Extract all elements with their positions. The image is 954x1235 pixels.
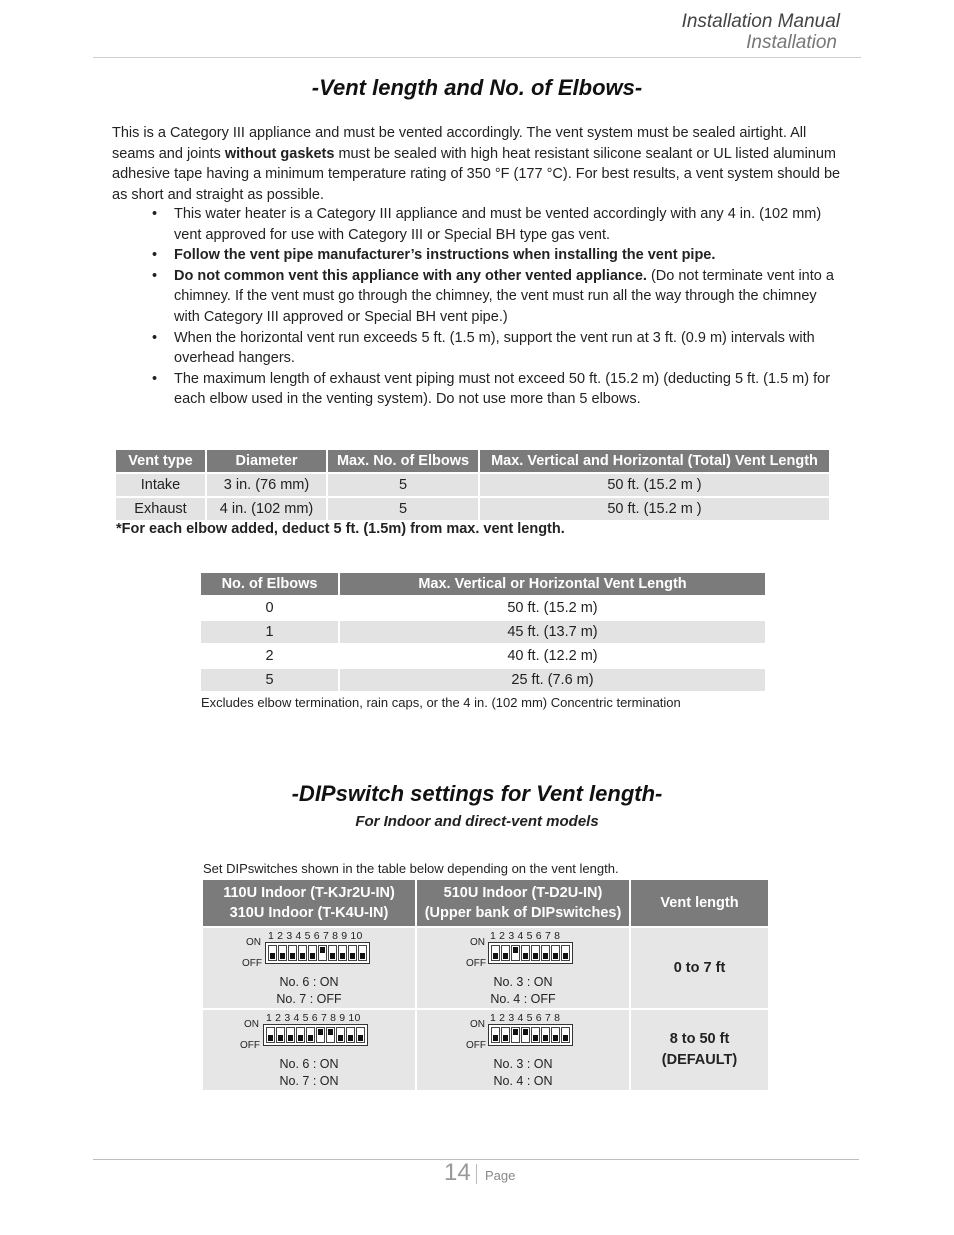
header-line: 110U Indoor (T-KJr2U-IN) xyxy=(223,885,395,901)
table-cell xyxy=(203,928,415,1008)
dipswitch-diagram-10 xyxy=(214,928,404,1008)
vent-length-value: 0 to 7 ft xyxy=(673,959,726,976)
dipswitch-bank xyxy=(488,1024,573,1046)
table-header-row xyxy=(201,573,765,595)
table-cell: 3 in. (76 mm) xyxy=(207,474,326,496)
switch-settings xyxy=(214,1056,404,1090)
dipswitch-3 xyxy=(511,945,520,961)
switch-setting: No. 4 : OFF xyxy=(490,992,556,1006)
dipswitch-8 xyxy=(338,945,347,961)
off-label: OFF xyxy=(240,1040,260,1051)
dipswitch-10 xyxy=(358,945,367,961)
dipswitch-5 xyxy=(531,945,540,961)
table-cell: 2 xyxy=(201,645,338,667)
dipswitch-diagram-8 xyxy=(428,928,618,1008)
table-row xyxy=(201,645,765,667)
switch-settings xyxy=(428,974,618,1008)
dipswitch-6 xyxy=(541,945,550,961)
vent-length-value: 8 to 50 ft xyxy=(669,1031,730,1047)
dipswitch-8 xyxy=(561,1027,570,1043)
table-header-row xyxy=(203,880,768,926)
col-header: No. of Elbows xyxy=(201,573,338,595)
header-divider xyxy=(93,57,861,58)
switch-numbers: 1 2 3 4 5 6 7 8 9 10 xyxy=(268,930,363,942)
on-label: ON xyxy=(244,1019,259,1030)
header-line: 310U Indoor (T-K4U-IN) xyxy=(229,905,389,921)
table-row xyxy=(203,928,768,1008)
dipswitch-3 xyxy=(288,945,297,961)
table-cell: 5 xyxy=(328,474,478,496)
dipswitch-1 xyxy=(491,945,500,961)
table-row xyxy=(116,498,829,520)
table-cell: 40 ft. (12.2 m) xyxy=(340,645,765,667)
table-cell: 4 in. (102 mm) xyxy=(207,498,326,520)
vent-length-cell xyxy=(631,1010,768,1090)
dipswitch-bank xyxy=(265,942,370,964)
table-cell: 50 ft. (15.2 m) xyxy=(340,597,765,619)
dipswitch-4 xyxy=(296,1027,305,1043)
switch-setting: No. 7 : ON xyxy=(279,1074,339,1088)
dipswitch-3 xyxy=(511,1027,520,1043)
header-line: Vent length xyxy=(660,895,739,911)
section-label: Installation xyxy=(746,32,837,53)
switch-setting: No. 6 : ON xyxy=(279,975,339,989)
table-row xyxy=(116,474,829,496)
table-cell: 5 xyxy=(328,498,478,520)
dipswitch-1 xyxy=(268,945,277,961)
table-header-row xyxy=(116,450,829,472)
col-header xyxy=(417,880,629,926)
switch-settings xyxy=(428,1056,618,1090)
switch-setting: No. 7 : OFF xyxy=(276,992,342,1006)
dipswitch-7 xyxy=(326,1027,335,1043)
elbow-length-table xyxy=(199,571,767,693)
dipswitch-instruction: Set DIPswitches shown in the table below depending on the vent length. xyxy=(203,861,619,876)
dipswitch-2 xyxy=(278,945,287,961)
off-label: OFF xyxy=(466,1040,486,1051)
vent-length-heading: -Vent length and No. of Elbows- xyxy=(311,75,643,100)
vent-length-cell xyxy=(631,928,768,1008)
table-cell: 50 ft. (15.2 m ) xyxy=(480,498,829,520)
dipswitch-7 xyxy=(551,1027,560,1043)
dipswitch-heading: -DIPswitch settings for Vent length- xyxy=(291,781,663,806)
table-row xyxy=(201,669,765,691)
table-cell: Exhaust xyxy=(116,498,205,520)
col-header: Max. Vertical or Horizontal Vent Length xyxy=(340,573,765,595)
off-label: OFF xyxy=(466,958,486,969)
dipswitch-5 xyxy=(308,945,317,961)
switch-numbers: 1 2 3 4 5 6 7 8 xyxy=(490,930,561,942)
switch-numbers: 1 2 3 4 5 6 7 8 9 10 xyxy=(266,1012,361,1024)
dipswitch-9 xyxy=(348,945,357,961)
switch-setting: No. 3 : ON xyxy=(493,1057,553,1071)
vent-length-default: (DEFAULT) xyxy=(661,1052,738,1068)
col-header: Vent type xyxy=(116,450,205,472)
dipswitch-2 xyxy=(501,945,510,961)
page-number: 14 xyxy=(444,1159,471,1186)
dipswitch-8 xyxy=(561,945,570,961)
table-row xyxy=(201,597,765,619)
vent-requirements-list xyxy=(152,204,844,410)
dipswitch-2 xyxy=(501,1027,510,1043)
table-cell: 50 ft. (15.2 m ) xyxy=(480,474,829,496)
manual-title: Installation Manual xyxy=(681,11,840,32)
list-item: • This water heater is a Category III appliance and must be vented accordingly with any 4 in. (102 mm) vent approved for use with Category III or Special BH type gas vent. xyxy=(152,204,844,245)
table-cell: 5 xyxy=(201,669,338,691)
dipswitch-diagram-8 xyxy=(428,1010,618,1090)
dipswitch-1 xyxy=(491,1027,500,1043)
header-line: (Upper bank of DIPswitches) xyxy=(424,905,622,921)
intro-paragraph: This is a Category III appliance and must be vented accordingly. The vent system must be sealed airtight. All seams and joints without gaskets must be sealed with high heat resistant silicone sealant or UL listed aluminum adhesive tape having a minimum temperature rating of 350 °F (177 °C). For best results, a vent system should be as short and straight as possible. xyxy=(112,125,841,203)
table-cell: 45 ft. (13.7 m) xyxy=(340,621,765,643)
dipswitch-bank xyxy=(488,942,573,964)
dipswitch-2 xyxy=(276,1027,285,1043)
dipswitch-3 xyxy=(286,1027,295,1043)
off-label: OFF xyxy=(242,958,262,969)
switch-settings xyxy=(214,974,404,1008)
table-cell: Intake xyxy=(116,474,205,496)
table-row xyxy=(203,1010,768,1090)
dipswitch-6 xyxy=(541,1027,550,1043)
on-label: ON xyxy=(246,937,261,948)
dipswitch-4 xyxy=(521,945,530,961)
list-item: • When the horizontal vent run exceeds 5 ft. (1.5 m), support the vent run at 3 ft. (0.9 m) intervals with overhead hangers. xyxy=(152,328,844,369)
col-header: Max. Vertical and Horizontal (Total) Vent Length xyxy=(480,450,829,472)
dipswitch-1 xyxy=(266,1027,275,1043)
elbow-deduction-note: *For each elbow added, deduct 5 ft. (1.5m) from max. vent length. xyxy=(116,521,565,537)
dipswitch-bank xyxy=(263,1024,368,1046)
list-item: • Follow the vent pipe manufacturer’s instructions when installing the vent pipe. xyxy=(152,245,844,266)
col-header xyxy=(203,880,415,926)
dipswitch-diagram-10 xyxy=(214,1010,404,1090)
footer-divider xyxy=(93,1159,859,1160)
col-header xyxy=(631,880,768,926)
page-label: Page xyxy=(485,1168,516,1183)
table-cell xyxy=(417,928,629,1008)
dipswitch-subheading: For Indoor and direct-vent models xyxy=(355,813,599,830)
dipswitch-5 xyxy=(306,1027,315,1043)
dipswitch-9 xyxy=(346,1027,355,1043)
vent-type-table xyxy=(114,448,831,522)
on-label: ON xyxy=(470,1019,485,1030)
table-cell xyxy=(203,1010,415,1090)
list-item: • The maximum length of exhaust vent piping must not exceed 50 ft. (15.2 m) (deducting 5 ft. (1.5 m) for each elbow used in the venting system). Do not use more than 5 elbows. xyxy=(152,369,844,410)
col-header: Max. No. of Elbows xyxy=(328,450,478,472)
table-cell: 25 ft. (7.6 m) xyxy=(340,669,765,691)
table-row xyxy=(201,621,765,643)
table-cell: 1 xyxy=(201,621,338,643)
dipswitch-7 xyxy=(328,945,337,961)
page-separator xyxy=(476,1164,477,1184)
list-item: • Do not common vent this appliance with any other vented appliance. (Do not terminate vent into a chimney. If the vent must go through the chimney, the vent must run all the way through the chimney with Category III approved or Special BH vent pipe.) xyxy=(152,266,844,328)
switch-setting: No. 4 : ON xyxy=(493,1074,553,1088)
switch-setting: No. 6 : ON xyxy=(279,1057,339,1071)
col-header: Diameter xyxy=(207,450,326,472)
dipswitch-6 xyxy=(318,945,327,961)
on-label: ON xyxy=(470,937,485,948)
table-cell xyxy=(417,1010,629,1090)
dipswitch-8 xyxy=(336,1027,345,1043)
termination-note: Excludes elbow termination, rain caps, or the 4 in. (102 mm) Concentric termination xyxy=(201,695,681,710)
switch-numbers: 1 2 3 4 5 6 7 8 xyxy=(490,1012,561,1024)
dipswitch-4 xyxy=(521,1027,530,1043)
header-line: 510U Indoor (T-D2U-IN) xyxy=(443,885,603,901)
dipswitch-table xyxy=(201,878,770,1092)
table-cell: 0 xyxy=(201,597,338,619)
dipswitch-4 xyxy=(298,945,307,961)
dipswitch-10 xyxy=(356,1027,365,1043)
dipswitch-6 xyxy=(316,1027,325,1043)
dipswitch-7 xyxy=(551,945,560,961)
switch-setting: No. 3 : ON xyxy=(493,975,553,989)
dipswitch-5 xyxy=(531,1027,540,1043)
